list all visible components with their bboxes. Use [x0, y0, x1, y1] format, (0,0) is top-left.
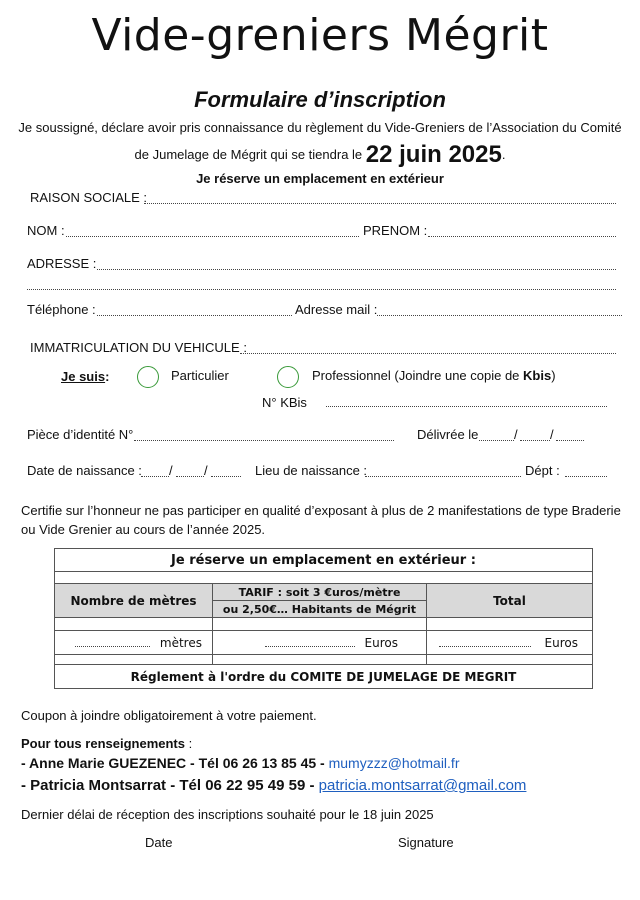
intro-line-2 — [0, 141, 640, 169]
table-title: Je réserve un emplacement en extérieur : — [55, 549, 593, 572]
reserve-heading: Je réserve un emplacement en extérieur — [196, 171, 444, 186]
adresse-field-1[interactable] — [97, 269, 616, 270]
lieu-naissance-field[interactable] — [365, 476, 521, 477]
tarif-unit: Euros — [364, 635, 398, 650]
prenom-label: PRENOM : — [363, 223, 428, 238]
total-unit: Euros — [544, 635, 578, 650]
naissance-month-field[interactable] — [176, 476, 204, 477]
lieu-naissance-label: Lieu de naissance : — [255, 463, 368, 478]
page-title: Vide-greniers Mégrit — [91, 10, 549, 61]
delivree-slash-2: / — [550, 427, 554, 442]
delivree-day-field[interactable] — [479, 440, 514, 441]
delai-text: Dernier délai de réception des inscriptions souhaité pour le 18 juin 2025 — [21, 807, 434, 822]
piece-identite-label: Pièce d’identité N° — [27, 427, 134, 442]
adresse-field-2[interactable] — [27, 289, 616, 290]
particulier-radio[interactable] — [137, 366, 159, 388]
je-suis-label — [61, 369, 109, 384]
renseignements-text: Pour tous renseignements — [21, 736, 185, 751]
intro-period: . — [501, 147, 506, 162]
immatriculation-field[interactable] — [240, 353, 616, 354]
reglement-row: Réglement à l'ordre du COMITE DE JUMELAGE DE MEGRIT — [55, 665, 593, 689]
event-date: 22 juin 2025 — [365, 141, 502, 168]
certification-text: Certifie sur l’honneur ne pas participer en qualité d’exposant à plus de 2 manifestations de type Braderie ou Vide Grenier au cours de l’année 2025. — [21, 503, 621, 537]
reservation-table — [54, 548, 593, 689]
je-suis-text: Je suis — [61, 369, 106, 384]
delivree-month-field[interactable] — [520, 440, 550, 441]
prenom-field[interactable] — [428, 236, 616, 237]
professionnel-label — [312, 368, 556, 383]
raison-sociale-field[interactable] — [144, 203, 616, 204]
renseignements-label — [21, 736, 192, 751]
table-empty-cell — [427, 618, 593, 631]
date-label: Date — [145, 835, 173, 850]
tarif-field[interactable] — [265, 646, 355, 647]
table-empty-cell — [213, 655, 427, 665]
form-subtitle: Formulaire d’inscription — [194, 87, 446, 112]
table-empty-cell — [427, 655, 593, 665]
dept-field[interactable] — [565, 476, 607, 477]
raison-sociale-label: RAISON SOCIALE : — [30, 190, 148, 205]
contact-2-name: - Patricia Montsarrat - Tél 06 22 95 49 59 - — [21, 777, 319, 794]
particulier-label: Particulier — [171, 368, 229, 383]
adresse-label: ADRESSE : — [27, 256, 97, 271]
contact-1-name: - Anne Marie GUEZENEC - Tél 06 26 13 85 45 - — [21, 755, 329, 771]
tarif-header-1: TARIF : soit 3 €uros/mètre — [213, 584, 427, 601]
delivree-slash-1: / — [514, 427, 518, 442]
intro-line-1: Je soussigné, déclare avoir pris connaissance du règlement du Vide-Greniers de l’Association du Comité — [18, 120, 622, 135]
professionnel-radio[interactable] — [277, 366, 299, 388]
piece-identite-field[interactable] — [134, 440, 394, 441]
table-empty-cell — [213, 618, 427, 631]
contact-1-email[interactable]: mumyzzz@hotmail.fr — [328, 755, 460, 771]
total-cell[interactable] — [427, 631, 593, 655]
adresse-mail-field[interactable] — [377, 315, 622, 316]
nom-label: NOM : — [27, 223, 65, 238]
n-kbis-field[interactable] — [326, 406, 607, 407]
coupon-text: Coupon à joindre obligatoirement à votre paiement. — [21, 708, 317, 723]
table-empty-cell — [55, 618, 213, 631]
tarif-header-2: ou 2,50€… Habitants de Mégrit — [213, 601, 427, 618]
naissance-slash-1: / — [169, 463, 173, 478]
je-suis-colon: : — [105, 369, 110, 384]
col-total-header: Total — [427, 584, 593, 618]
col-metres-header: Nombre de mètres — [55, 584, 213, 618]
delivree-label: Délivrée le — [417, 427, 479, 442]
immatriculation-label: IMMATRICULATION DU VEHICULE : — [30, 340, 247, 355]
total-field[interactable] — [439, 646, 531, 647]
dept-label: Dépt : — [525, 463, 560, 478]
contact-1 — [21, 755, 460, 771]
telephone-field[interactable] — [97, 315, 292, 316]
kbis-text: Kbis — [523, 368, 552, 383]
professionnel-close: ) — [551, 368, 556, 383]
renseignements-colon: : — [184, 736, 193, 751]
telephone-label: Téléphone : — [27, 302, 96, 317]
metres-unit: mètres — [159, 635, 202, 650]
nom-field[interactable] — [66, 236, 359, 237]
delivree-year-field[interactable] — [556, 440, 584, 441]
adresse-mail-label: Adresse mail : — [295, 302, 378, 317]
date-naissance-label: Date de naissance : — [27, 463, 142, 478]
naissance-slash-2: / — [204, 463, 208, 478]
metres-cell[interactable] — [55, 631, 213, 655]
naissance-year-field[interactable] — [211, 476, 241, 477]
contact-2-email[interactable]: patricia.montsarrat@gmail.com — [318, 777, 527, 794]
table-spacer-row — [55, 572, 593, 584]
metres-field[interactable] — [75, 646, 150, 647]
signature-label: Signature — [398, 835, 454, 850]
contact-2 — [21, 777, 526, 794]
n-kbis-label: N° KBis — [262, 395, 307, 410]
professionnel-text: Professionnel (Joindre une copie de — [312, 368, 524, 383]
tarif-cell[interactable] — [213, 631, 427, 655]
intro-line-2-text: de Jumelage de Mégrit qui se tiendra le — [134, 147, 366, 162]
naissance-day-field[interactable] — [141, 476, 169, 477]
table-empty-cell — [55, 655, 213, 665]
